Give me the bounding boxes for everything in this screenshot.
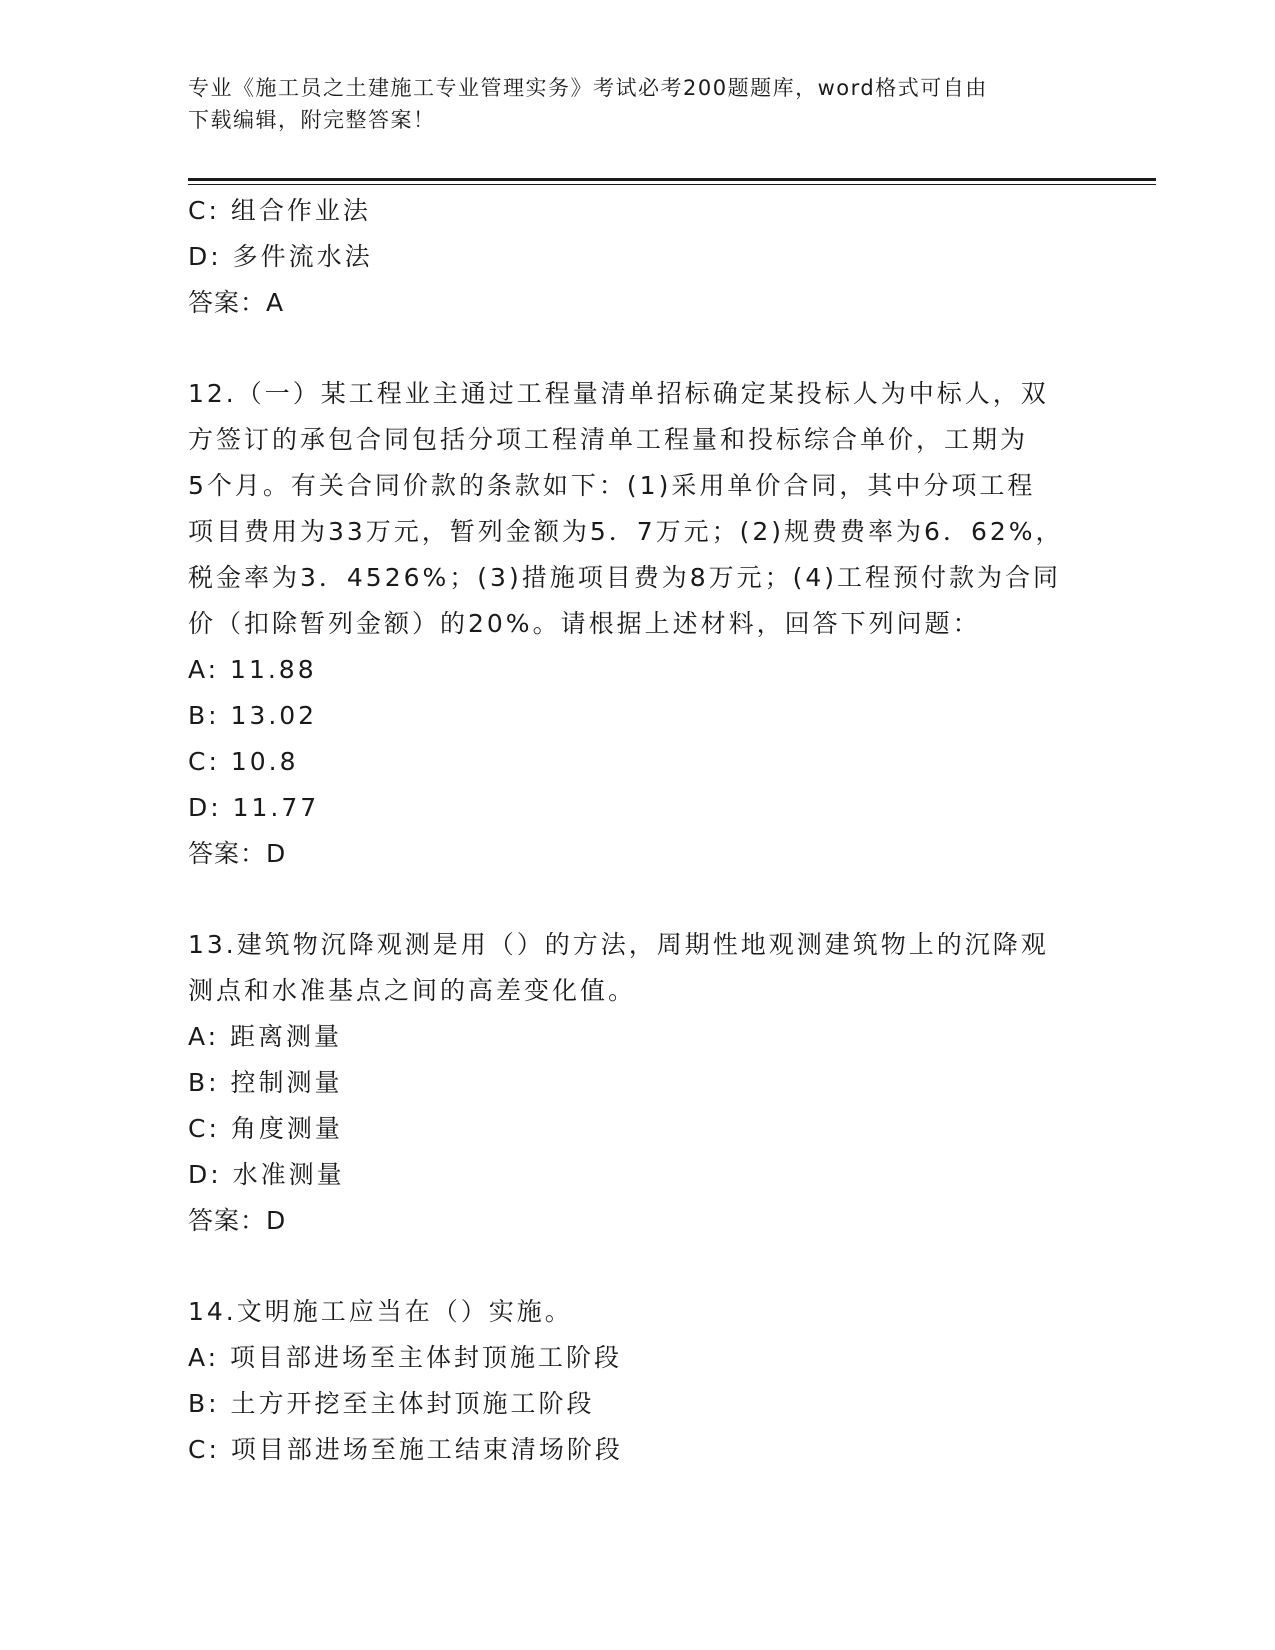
answer-line: 答案：D xyxy=(188,1206,287,1235)
header-divider-thick xyxy=(188,178,1156,181)
question-14 xyxy=(188,1289,1088,1473)
answer-line: 答案：A xyxy=(188,288,285,317)
question-text-line: 5个月。有关合同价款的条款如下：(1)采用单价合同，其中分项工程 xyxy=(188,471,1036,500)
question-text-line: 税金率为3．4526%；(3)措施项目费为8万元；(4)工程预付款为合同 xyxy=(188,563,1062,592)
question-text xyxy=(188,922,1088,1014)
question-list xyxy=(188,188,1088,1473)
option-c: C: 10.8 xyxy=(188,747,299,776)
prev-question-block xyxy=(188,188,1088,326)
option-c: C: 角度测量 xyxy=(188,1114,343,1143)
option-b: B: 13.02 xyxy=(188,701,318,730)
option-d: D: 水准测量 xyxy=(188,1160,345,1189)
question-text-line: 13.建筑物沉降观测是用（）的方法，周期性地观测建筑物上的沉降观 xyxy=(188,930,1049,959)
question-13 xyxy=(188,922,1088,1244)
option-c: C: 项目部进场至施工结束清场阶段 xyxy=(188,1435,623,1464)
document-header xyxy=(188,72,1088,136)
header-line-1: 专业《施工员之土建施工专业管理实务》考试必考200题题库，word格式可自由 xyxy=(188,76,988,100)
question-text xyxy=(188,1289,1088,1335)
option-c: C: 组合作业法 xyxy=(188,196,371,225)
question-text-line: 14.文明施工应当在（）实施。 xyxy=(188,1297,573,1326)
question-text xyxy=(188,371,1088,647)
answer-line: 答案：D xyxy=(188,839,287,868)
header-divider-thin xyxy=(188,184,1156,185)
option-a: A: 项目部进场至主体封顶施工阶段 xyxy=(188,1343,623,1372)
question-text-line: 12.（一）某工程业主通过工程量清单招标确定某投标人为中标人，双 xyxy=(188,379,1049,408)
option-d: D: 11.77 xyxy=(188,793,320,822)
option-a: A: 距离测量 xyxy=(188,1022,343,1051)
question-text-line: 价（扣除暂列金额）的20%。请根据上述材料，回答下列问题： xyxy=(188,609,981,638)
question-text-line: 方签订的承包合同包括分项工程清单工程量和投标综合单价，工期为 xyxy=(188,425,1029,454)
option-b: B: 控制测量 xyxy=(188,1068,343,1097)
question-12 xyxy=(188,371,1088,877)
option-d: D: 多件流水法 xyxy=(188,242,373,271)
question-text-line: 项目费用为33万元，暂列金额为5．7万元；(2)规费费率为6．62%， xyxy=(188,517,1064,546)
option-a: A: 11.88 xyxy=(188,655,317,684)
option-b: B: 土方开挖至主体封顶施工阶段 xyxy=(188,1389,595,1418)
header-line-2: 下载编辑，附完整答案！ xyxy=(188,108,436,132)
question-text-line: 测点和水准基点之间的高差变化值。 xyxy=(188,976,637,1005)
